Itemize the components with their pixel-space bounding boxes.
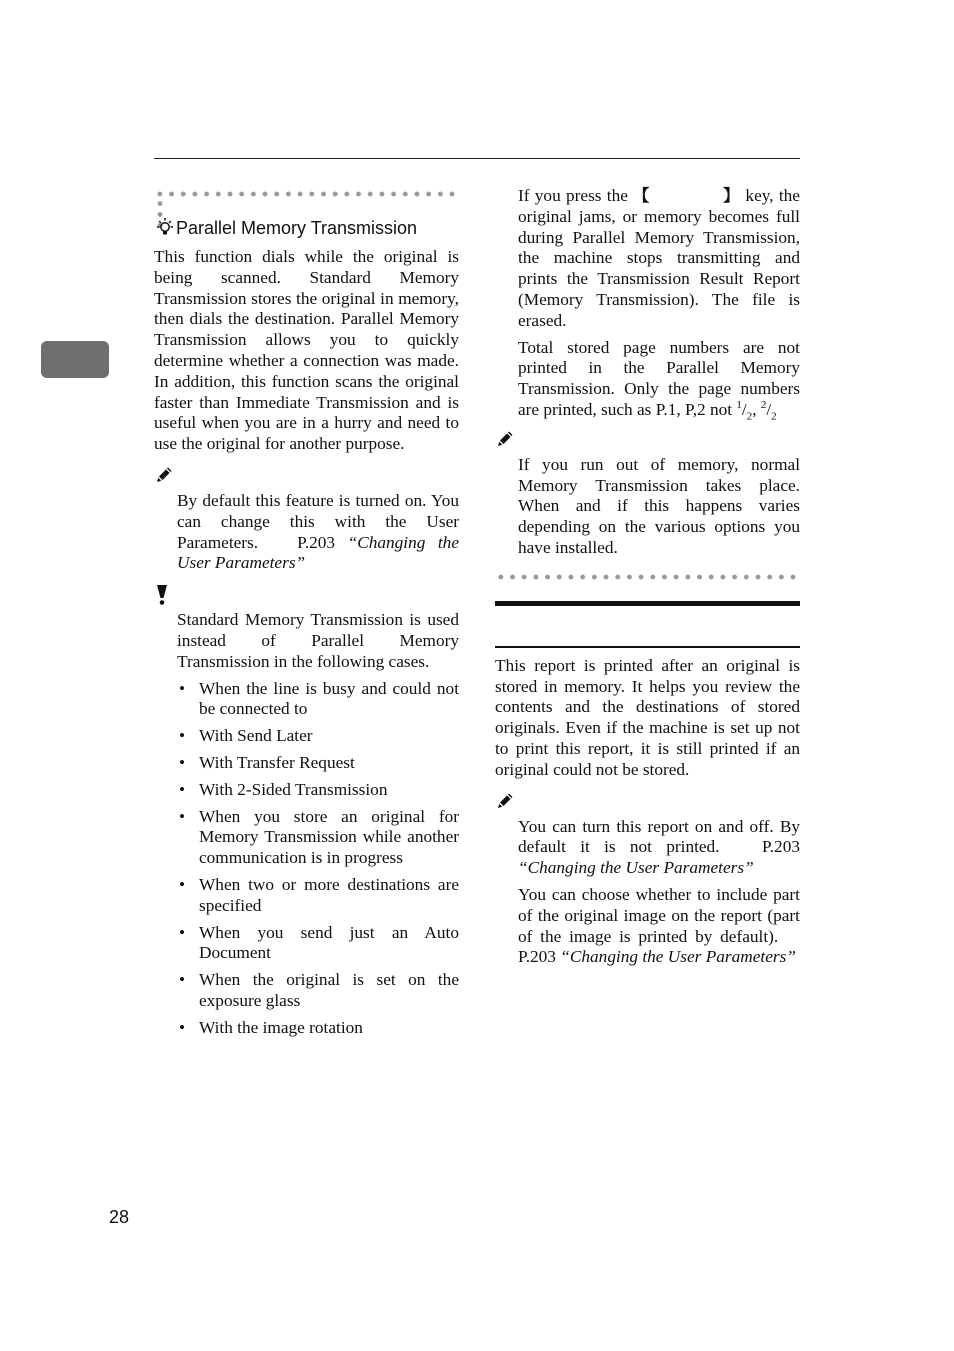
intro-paragraph: This function dials while the original is being scanned. Standard Memory Transmission stores the original in memory, then dials the destination. Parallel Memory Transmission allows you to quickly determine whether a connection was made. In addition, this function scans the original faster than Immediate Transmission and is useful when you are in a hurry and need to use the original for another purpose. bbox=[154, 247, 459, 454]
report-note-2 bbox=[495, 885, 800, 968]
arrow-icon bbox=[271, 538, 285, 550]
key-bracket-open: 【 bbox=[633, 186, 651, 205]
fraction-separator: , bbox=[752, 399, 761, 419]
thick-rule bbox=[495, 601, 800, 606]
lightbulb-icon bbox=[154, 217, 176, 239]
limitation-list-item: • When you send just an Auto Document bbox=[177, 923, 459, 965]
fraction-2-numerator: 2 bbox=[760, 399, 767, 412]
stop-key-paragraph bbox=[495, 186, 800, 332]
thin-rule bbox=[495, 646, 800, 648]
section-title bbox=[154, 216, 459, 240]
pencil-icon bbox=[154, 465, 174, 485]
report-note-1-text: You can turn this report on and off. By default it is not printed. bbox=[518, 816, 800, 857]
memory-note: If you run out of memory, normal Memory Transmission takes place. When and if this happens varies depending on the various options you have installed. bbox=[518, 454, 800, 557]
dotted-divider bbox=[154, 188, 459, 200]
section-title-text: Parallel Memory Transmission bbox=[176, 218, 418, 238]
report-note-2-text: You can choose whether to include part of the original image on the report (part of the image is printed by default). bbox=[518, 884, 800, 946]
limitation-list-item: • With Send Later bbox=[177, 726, 459, 747]
right-column bbox=[495, 186, 800, 974]
default-note-ref[interactable]: P.203 bbox=[297, 532, 336, 552]
limitation-icon-row bbox=[154, 584, 459, 606]
page-numbers-paragraph: Total stored page numbers are not printed in the Parallel Memory Transmission. Only the page numbers are printed, such as P.1, P,2 not $^1/_2$, $^2/_2$ bbox=[518, 337, 800, 423]
fraction-2-denominator: 2 bbox=[771, 410, 777, 423]
limitation-list-item: • With 2-Sided Transmission bbox=[177, 780, 459, 801]
limitation-list-item: • When the original is set on the exposure glass bbox=[177, 970, 459, 1012]
default-note bbox=[154, 491, 459, 574]
limitation-list-item: • When two or more destinations are specified bbox=[177, 875, 459, 917]
page-number: 28 bbox=[109, 1207, 130, 1227]
report-note-1-link[interactable]: “Changing the User Parameters” bbox=[518, 858, 754, 878]
fraction-1-denominator: 2 bbox=[746, 410, 753, 423]
default-note-text: By default this feature is turned on. You can change this with the User Parameters. bbox=[177, 490, 459, 552]
report-note-1-ref[interactable]: P.203 bbox=[762, 837, 800, 857]
arrow-icon bbox=[734, 842, 748, 854]
limitation-list-item: • When the line is busy and could not be connected to bbox=[177, 679, 459, 721]
stop-key-text-after: key, the original jams, or memory becomes full during Parallel Memory Transmission, the machine stops transmitting and prints the Transmission Result Report (Memory Transmission). The file is erased. bbox=[518, 186, 800, 330]
chapter-tab bbox=[41, 341, 109, 378]
exclamation-icon bbox=[154, 584, 170, 606]
report-note-2-link[interactable]: “Changing the User Parameters” bbox=[560, 947, 796, 967]
arrow-icon bbox=[786, 932, 800, 944]
limitation-list-item: • With Transfer Request bbox=[177, 753, 459, 774]
page-numbers-text: Total stored page numbers are not printed in the Parallel Memory Transmission. Only the page numbers are printed, such as P.1, P,2 not bbox=[518, 337, 800, 419]
memory-note-icon-row bbox=[495, 429, 800, 451]
dotted-divider bbox=[495, 571, 800, 583]
key-bracket-close: 】 bbox=[722, 186, 741, 205]
pencil-icon bbox=[495, 429, 515, 449]
limitation-list bbox=[154, 679, 459, 1039]
stop-key-text-before: If you press the bbox=[518, 186, 628, 205]
left-column bbox=[154, 188, 459, 1045]
report-intro: This report is printed after an original is stored in memory. It helps you review the contents and the destinations of stored originals. Even if the machine is set up not to print this report, it is still printed if an original could not be stored. bbox=[495, 655, 800, 779]
report-note-icon-row bbox=[495, 791, 800, 813]
limitation-list-item: • With the image rotation bbox=[177, 1018, 459, 1039]
fraction-1-numerator: 1 bbox=[736, 399, 742, 412]
default-note-link[interactable]: “Changing the User Parameters” bbox=[177, 532, 459, 573]
note-icon-row bbox=[154, 465, 459, 487]
limitation-list-item: • When you store an original for Memory Transmission while another communication is in progress bbox=[177, 807, 459, 869]
pencil-icon bbox=[495, 791, 515, 811]
report-note-1 bbox=[495, 817, 800, 879]
limitation-text: Standard Memory Transmission is used instead of Parallel Memory Transmission in the following cases. bbox=[177, 610, 459, 671]
report-note-2-ref[interactable]: P.203 bbox=[518, 947, 556, 967]
top-rule bbox=[154, 158, 800, 159]
